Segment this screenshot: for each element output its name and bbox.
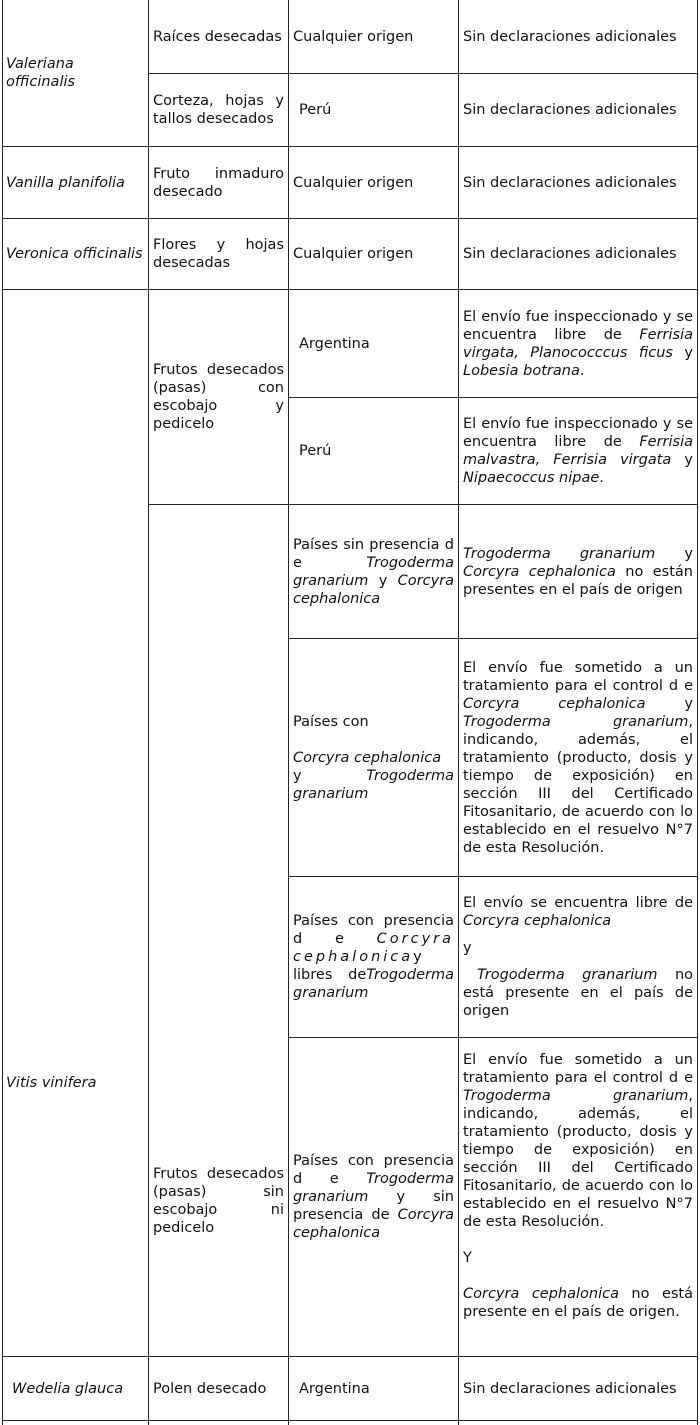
declaration-cell: [459, 219, 697, 289]
species-name: Veronica officinalis: [6, 246, 143, 262]
declaration-text: y: [645, 695, 693, 712]
declaration-cell: [459, 0, 697, 73]
pest-name: Trogoderma granarium: [293, 767, 454, 802]
origin-text: y: [293, 767, 367, 784]
pest-name: Corcyra cephalonica: [463, 563, 616, 580]
origin-cell: [289, 290, 458, 397]
declaration-text: y: [655, 545, 693, 562]
species-name: Vitis vinifera: [6, 1075, 97, 1091]
plant-part: Corteza, hojas y tallos desecados: [153, 93, 284, 127]
pest-name: Trogoderma granarium: [463, 545, 656, 562]
spacer: [293, 731, 454, 749]
plant-part: Flores y hojas desecadas: [153, 237, 284, 271]
spacer: [463, 957, 693, 966]
origin: [293, 713, 454, 803]
additional-declaration: [463, 1051, 693, 1321]
spacer: [463, 1231, 693, 1249]
additional-declaration: [463, 659, 693, 857]
pest-name: Ferrisia malvastra, Ferrisia virgata: [463, 434, 693, 468]
origin-text: y: [368, 572, 398, 589]
additional-declaration: Sin declaraciones adicionales: [463, 28, 677, 45]
origin: [293, 912, 454, 1002]
declaration-cell: [459, 74, 697, 146]
plant-part: Polen desecado: [153, 1380, 267, 1397]
species-name: Wedelia glauca: [12, 1380, 124, 1397]
origin-text: Países con presencia d e: [293, 913, 454, 947]
species-cell: [2, 147, 148, 218]
additional-declaration: Sin declaraciones adicionales: [463, 1380, 677, 1397]
additional-declaration: Sin declaraciones adicionales: [463, 246, 677, 262]
plant-part: Fruto inmaduro desecado: [153, 165, 284, 200]
origin-cell: [289, 219, 458, 289]
declaration-text: El envío fue inspeccionado y se encuentra libre de: [463, 308, 693, 343]
declaration-text: El envío se encuentra libre de: [463, 895, 693, 911]
origin-text: y libres de: [293, 949, 422, 983]
origin: Cualquier origen: [293, 174, 414, 191]
part-cell: [149, 219, 288, 289]
origin-text: Países con presencia d e: [293, 1153, 454, 1187]
pest-name: Corcyra cephalonica: [293, 1207, 454, 1241]
origin-text: Países con: [293, 713, 369, 730]
table-border-right: [697, 0, 698, 1425]
origin-text: Países sin presencia d e: [293, 536, 454, 571]
declaration-text: , indicando, además, el tratamiento (producto, dosis y tiempo de exposición) en sección III del Certificado Fitosanitario, de acuerdo con lo establecido en el resuelvo N°7 de esta Resolución.: [463, 713, 693, 856]
pest-name: Nipaecoccus nipae: [463, 470, 600, 486]
origin: [293, 536, 454, 608]
declaration-cell: [459, 1357, 697, 1420]
additional-declaration: Sin declaraciones adicionales: [463, 102, 677, 118]
pest-name: Trogoderma granarium: [463, 713, 689, 730]
origin: [293, 1152, 454, 1242]
origin: Cualquier origen: [293, 28, 414, 45]
pest-name: Ferrisia virgata, Planococccus ficus: [463, 326, 693, 361]
origin-cell: [289, 1357, 458, 1420]
origin: Perú: [299, 443, 332, 459]
origin-cell: [289, 877, 458, 1037]
part-cell: [149, 290, 288, 504]
pest-name: Corcyra cephalonica: [293, 749, 442, 766]
declaration-text: , indicando, además, el tratamiento (producto, dosis y tiempo de exposición) en sección III del Certificado Fitosanitario, de acuerdo con lo establecido en el resuelvo N°7 de esta Resolución.: [463, 1088, 693, 1230]
pest-name: Corcyra cephalonica: [463, 695, 646, 712]
additional-declaration: [463, 545, 693, 599]
declaration-cell: [459, 398, 697, 504]
origin: Perú: [299, 102, 332, 118]
pest-name: Corcyra cephalonica: [463, 913, 612, 929]
origin-cell: [289, 398, 458, 504]
species-name: Vanilla planifolia: [6, 174, 125, 191]
origin-cell: [289, 1038, 458, 1356]
species-cell: [2, 219, 148, 289]
species-cell: [2, 0, 148, 146]
spacer: [463, 1267, 693, 1285]
additional-declaration: [463, 415, 693, 487]
plant-part: Frutos desecados (pasas) sin escobajo ni pedicelo: [153, 1165, 284, 1236]
pest-name: Trogoderma granarium: [463, 1088, 689, 1104]
declaration-text: no están presentes en el país de origen: [463, 563, 693, 598]
pest-name: Trogoderma granarium: [293, 967, 454, 1001]
origin-cell: [289, 74, 458, 146]
declaration-cell: [459, 505, 697, 638]
additional-declaration: [463, 894, 693, 1020]
declaration-cell: [459, 1038, 697, 1356]
origin-cell: [289, 505, 458, 638]
part-cell: [149, 0, 288, 73]
origin-cell: [289, 147, 458, 218]
declaration-text: Y: [463, 1250, 472, 1266]
plant-part: Raíces desecadas: [153, 28, 282, 45]
declaration-text: y: [672, 344, 693, 361]
plant-part: Frutos desecados (pasas) con escobajo y pedicelo: [153, 362, 284, 432]
part-cell: [149, 147, 288, 218]
origin-cell: [289, 639, 458, 876]
origin: Cualquier origen: [293, 246, 414, 262]
pest-name: Trogoderma granarium: [477, 967, 658, 983]
declaration-cell: [459, 877, 697, 1037]
declaration-text: no está presente en el país de origen: [463, 967, 694, 1019]
additional-declaration: [463, 308, 693, 380]
declaration-cell: [459, 639, 697, 876]
declaration-text: El envío fue sometido a un tratamiento para el control d e: [463, 1052, 693, 1086]
pest-name: Lobesia botrana: [463, 362, 580, 379]
pest-name: Corcyra cephalonica: [293, 931, 454, 965]
part-cell: [149, 74, 288, 146]
additional-declaration: Sin declaraciones adicionales: [463, 174, 677, 191]
pest-name: Trogoderma granarium: [293, 1171, 454, 1205]
declaration-text: El envío fue sometido a un tratamiento para el control d e: [463, 659, 693, 694]
origin-cell: [289, 0, 458, 73]
origin: Argentina: [299, 335, 370, 352]
declaration-text: .: [579, 362, 585, 379]
table-border-bottom: [2, 1420, 698, 1421]
declaration-cell: [459, 290, 697, 397]
species-cell: [2, 1357, 148, 1420]
declaration-cell: [459, 147, 697, 218]
declaration-text: y: [671, 452, 693, 468]
declaration-text: .: [599, 470, 604, 486]
species-name: Valeriana officinalis: [6, 56, 76, 90]
pest-name: Corcyra cephalonica: [463, 1286, 619, 1302]
part-cell: [149, 505, 288, 1356]
spacer: [463, 930, 693, 939]
declaration-text: no está presente en el país de origen.: [463, 1286, 693, 1320]
part-cell: [149, 1357, 288, 1420]
origin: Argentina: [299, 1380, 370, 1397]
pest-name: Trogoderma granarium: [293, 554, 454, 589]
declaration-text: y: [463, 940, 472, 956]
species-cell: [2, 290, 148, 1356]
declaration-text: El envío fue inspeccionado y se encuentra libre de: [463, 416, 693, 450]
pest-name: Corcyra cephalonica: [293, 572, 454, 607]
origin-text: y sin presencia de: [293, 1189, 454, 1223]
